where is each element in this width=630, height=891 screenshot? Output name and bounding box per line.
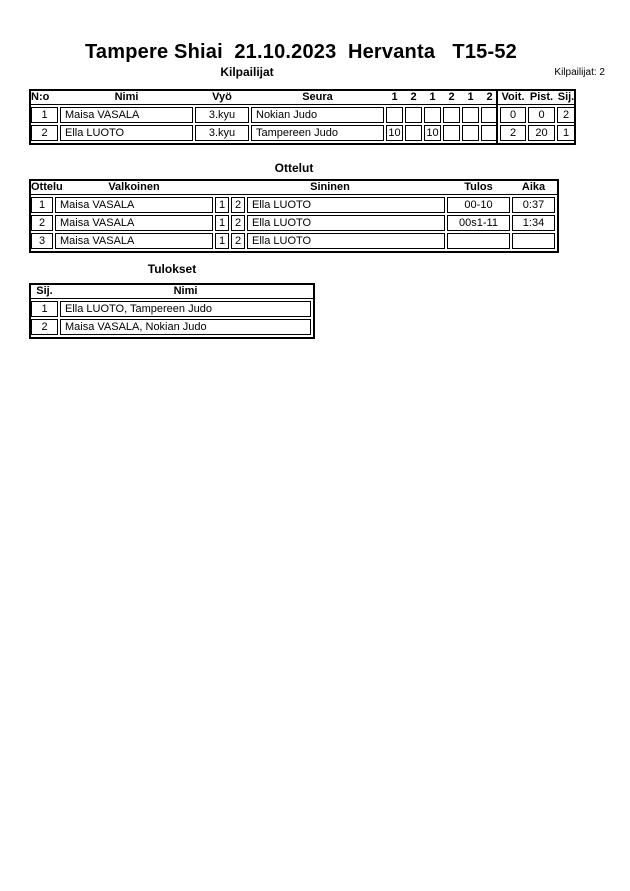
cell-result: 00s1-11 [447,215,510,231]
cell-place: 1 [31,301,58,317]
cell-no: 1 [31,107,58,123]
cell-club: Nokian Judo [251,107,384,123]
header-cell-score4: 2 [448,91,455,103]
result-row [31,301,313,317]
cell-blue: Ella LUOTO [247,215,445,231]
cell-time: 1:34 [512,215,555,231]
competitor-row [31,107,574,123]
cell-no: 2 [31,125,58,141]
header-cell-no: N:o [31,91,50,103]
results-table [29,283,315,339]
header-cell-score5: 1 [467,91,474,103]
cell-white-num: 1 [215,215,229,231]
cell-club: Tampereen Judo [251,125,384,141]
cell-result [447,233,510,249]
match-row [31,233,557,249]
cell-name: Maisa VASALA [60,107,193,123]
competitors-count: Kilpailijat: 2 [554,67,605,78]
cell-match-no: 3 [31,233,53,249]
cell-place: 1 [557,125,575,141]
header-cell-match-no: Ottelu [31,181,63,193]
section-heading-competitors: Kilpailijat [220,65,274,79]
cell-score2 [405,125,422,141]
cell-name: Ella LUOTO [60,125,193,141]
cell-white: Maisa VASALA [55,215,213,231]
cell-blue-num: 2 [231,197,245,213]
cell-score2 [405,107,422,123]
cell-score4 [443,125,460,141]
header-cell-blue: Sininen [310,181,350,193]
header-cell-place: Sij. [36,285,53,297]
cell-name: Ella LUOTO, Tampereen Judo [60,301,311,317]
thick-column-divider [496,91,498,143]
cell-place: 2 [557,107,575,123]
cell-white-num: 1 [215,197,229,213]
cell-time [512,233,555,249]
header-cell-name: Nimi [173,285,198,297]
cell-belt: 3.kyu [195,107,249,123]
cell-score3 [424,107,441,123]
header-cell-result: Tulos [464,181,493,193]
header-cell-place: Sij. [557,91,575,103]
cell-match-no: 1 [31,197,53,213]
cell-points: 20 [528,125,555,141]
matches-table [29,179,559,253]
match-row [31,197,557,213]
cell-blue: Ella LUOTO [247,197,445,213]
header-cell-points: Pist. [529,91,554,103]
cell-wins: 2 [500,125,526,141]
header-cell-time: Aika [521,181,546,193]
cell-place: 2 [31,319,58,335]
competitor-row [31,125,574,141]
competitors-header-row [31,91,574,105]
page-title: Tampere Shiai 21.10.2023 Hervanta T15-52 [85,41,517,63]
header-cell-score6: 2 [486,91,493,103]
cell-score4 [443,107,460,123]
cell-points: 0 [528,107,555,123]
cell-score5 [462,107,479,123]
cell-belt: 3.kyu [195,125,249,141]
cell-score1: 10 [386,125,403,141]
header-cell-score1: 1 [391,91,398,103]
cell-blue: Ella LUOTO [247,233,445,249]
header-cell-club: Seura [302,91,333,103]
result-row [31,319,313,335]
match-row [31,215,557,231]
header-cell-white: Valkoinen [108,181,160,193]
header-cell-name: Nimi [114,91,139,103]
header-cell-belt: Vyö [212,91,232,103]
cell-score1 [386,107,403,123]
header-cell-wins: Voit. [501,91,525,103]
section-heading-matches: Ottelut [274,161,314,175]
cell-match-no: 2 [31,215,53,231]
cell-score5 [462,125,479,141]
cell-white: Maisa VASALA [55,197,213,213]
competitors-table [29,89,576,145]
cell-white: Maisa VASALA [55,233,213,249]
results-header-row [31,285,313,299]
header-cell-score3: 1 [429,91,436,103]
cell-name: Maisa VASALA, Nokian Judo [60,319,311,335]
cell-time: 0:37 [512,197,555,213]
header-cell-score2: 2 [410,91,417,103]
cell-wins: 0 [500,107,526,123]
matches-header-row [31,181,557,195]
cell-result: 00-10 [447,197,510,213]
cell-score3: 10 [424,125,441,141]
cell-blue-num: 2 [231,233,245,249]
section-heading-results: Tulokset [147,262,197,276]
cell-white-num: 1 [215,233,229,249]
cell-blue-num: 2 [231,215,245,231]
